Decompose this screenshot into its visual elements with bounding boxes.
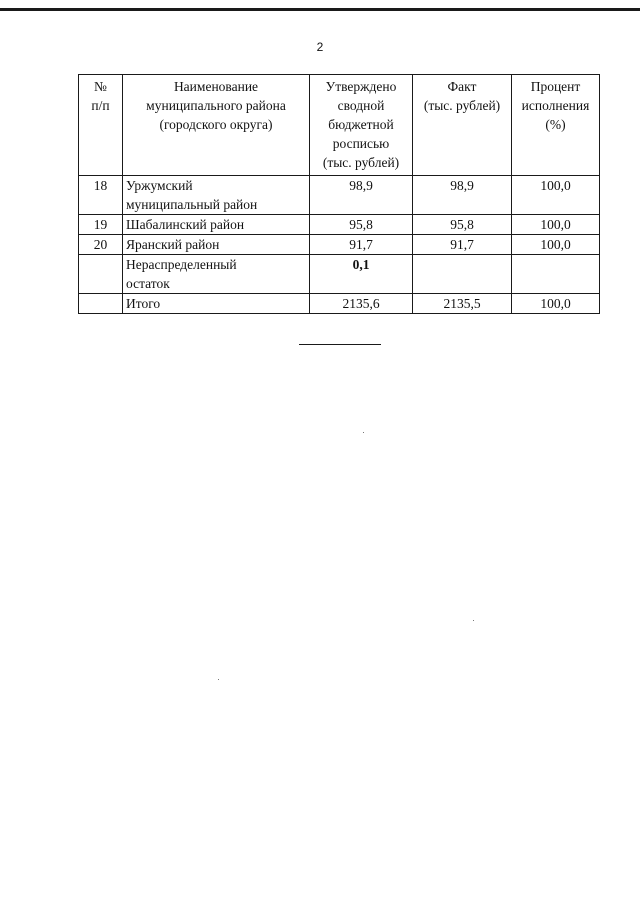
header-line: росписью (332, 136, 390, 151)
table-header-row (79, 75, 600, 176)
header-line: исполнения (521, 98, 590, 113)
header-approved-budget (310, 75, 413, 176)
header-line: сводной (337, 98, 385, 113)
header-district-name (123, 75, 310, 176)
name-line: Шабалинский район (126, 217, 245, 232)
budget-execution-table (78, 74, 600, 314)
name-line: Итого (126, 296, 161, 311)
table-row (79, 176, 600, 215)
row-number: 18 (79, 176, 123, 215)
district-name (123, 294, 310, 314)
header-line: (городского округа) (159, 117, 273, 132)
district-name (123, 255, 310, 294)
table-row (79, 215, 600, 235)
header-fact (413, 75, 512, 176)
district-name (123, 215, 310, 235)
percent-value: 100,0 (512, 176, 600, 215)
page-number: 2 (316, 40, 324, 54)
header-line: Факт (447, 79, 477, 94)
fact-value: 2135,5 (413, 294, 512, 314)
header-line: муниципального района (146, 98, 286, 113)
row-number (79, 255, 123, 294)
name-line: Уржумский (126, 178, 193, 193)
name-line: остаток (126, 276, 170, 291)
name-line: Нераспределенный (126, 257, 237, 272)
percent-value: 100,0 (512, 235, 600, 255)
percent-value (512, 255, 600, 294)
fact-value: 95,8 (413, 215, 512, 235)
row-number: 19 (79, 215, 123, 235)
header-line: Утверждено (325, 79, 397, 94)
fact-value (413, 255, 512, 294)
header-line: Наименование (173, 79, 259, 94)
header-line: бюджетной (328, 117, 394, 132)
approved-value: 0,1 (310, 255, 413, 294)
header-line: (тыс. рублей) (322, 155, 400, 170)
approved-value: 91,7 (310, 235, 413, 255)
header-line: (%) (545, 117, 566, 132)
approved-value: 2135,6 (310, 294, 413, 314)
header-line: (тыс. рублей) (423, 98, 501, 113)
percent-value: 100,0 (512, 294, 600, 314)
table-row (79, 255, 600, 294)
row-number: 20 (79, 235, 123, 255)
header-execution-percent (512, 75, 600, 176)
top-border-line (0, 8, 640, 11)
fact-value: 91,7 (413, 235, 512, 255)
row-number (79, 294, 123, 314)
scan-speck (473, 620, 474, 621)
approved-value: 98,9 (310, 176, 413, 215)
district-name (123, 176, 310, 215)
header-line: п/п (91, 98, 110, 113)
district-name (123, 235, 310, 255)
table-row (79, 235, 600, 255)
scan-speck (218, 679, 219, 680)
header-line: № (94, 79, 107, 94)
percent-value: 100,0 (512, 215, 600, 235)
fact-value: 98,9 (413, 176, 512, 215)
header-number (79, 75, 123, 176)
name-line: муниципальный район (126, 197, 258, 212)
scan-speck (363, 432, 364, 433)
name-line: Яранский район (126, 237, 220, 252)
table-row-total (79, 294, 600, 314)
header-line: Процент (530, 79, 581, 94)
end-of-document-line (299, 344, 381, 345)
approved-value: 95,8 (310, 215, 413, 235)
